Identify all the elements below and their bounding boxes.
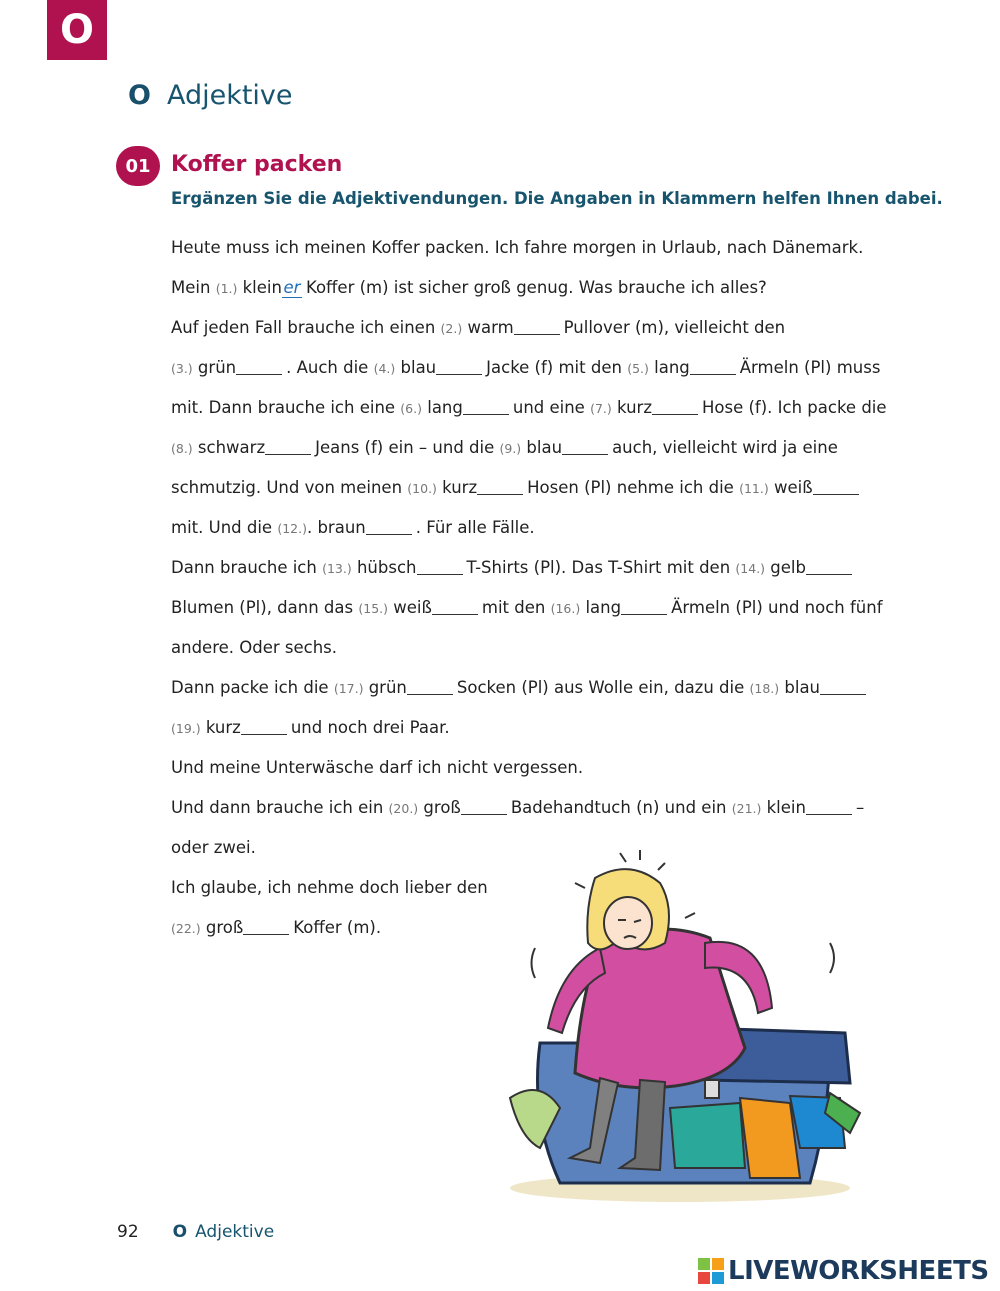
logo-mark-icon [698,1258,724,1284]
clothes-teal [670,1103,745,1168]
blank-13[interactable] [417,558,463,575]
text-fragment: lang [580,598,622,617]
blank-20[interactable] [461,798,507,815]
answer-1-example: er [283,278,301,297]
text-fragment: blau [779,678,821,697]
footer-chapter-title: Adjektive [195,1222,275,1242]
face [604,897,652,949]
blank-9[interactable] [562,438,608,455]
text-fragment: grün [192,358,237,377]
text-fragment: blau [395,358,437,377]
text-line [171,548,881,588]
footer-chapter-letter: O [172,1222,188,1242]
item-number: (18.) [749,681,780,696]
text-fragment: Mein [171,278,216,297]
item-number: (5.) [627,361,649,376]
item-number: (11.) [739,481,769,496]
item-number: (12.) [277,521,307,536]
text-line [171,628,881,668]
text-fragment: groß [418,798,461,817]
text-fragment: mit den [481,598,551,617]
item-number: (21.) [731,801,762,816]
text-fragment: Heute muss ich meinen Koffer packen. Ich fahre morgen in Urlaub, nach Dänemark. [171,238,864,257]
text-fragment: – [855,798,865,817]
text-fragment: oder zwei. [171,838,256,857]
text-line [171,668,881,708]
text-fragment: weiß [768,478,813,497]
text-fragment: auch, vielleicht wird ja eine [612,438,838,457]
text-fragment: weiß [388,598,432,617]
text-fragment: T-Shirts (Pl). Das T-Shirt mit den [466,558,736,577]
chapter-title: Adjektive [166,80,293,111]
text-line [171,588,881,628]
text-fragment: und noch drei Paar. [290,718,450,737]
text-fragment: mit. Dann brauche ich eine [171,398,401,417]
text-fragment: hübsch [351,558,417,577]
text-fragment: lang [648,358,690,377]
text-fragment: warm [462,318,514,337]
item-number: (14.) [735,561,766,576]
text-fragment: Dann brauche ich [171,558,323,577]
exercise-text [171,228,887,948]
text-line [171,428,881,468]
blank-3[interactable] [236,358,282,375]
text-fragment: Badehandtuch (n) und ein [510,798,732,817]
blank-4[interactable] [436,358,482,375]
text-fragment: Jeans (f) ein – und die [315,438,500,457]
item-number: (20.) [388,801,419,816]
chapter-tab: O [47,0,107,60]
text-line [171,708,881,748]
logo-text: LIVEWORKSHEETS [728,1256,989,1286]
text-line [171,508,881,548]
text-fragment: klein [237,278,282,297]
item-number: (15.) [358,601,388,616]
text-line [171,228,881,268]
blank-14[interactable] [806,558,852,575]
text-fragment: groß [200,918,244,937]
blank-6[interactable] [463,398,509,415]
text-fragment: Und dann brauche ich ein [171,798,389,817]
item-number: (1.) [215,281,238,296]
text-line [171,388,887,428]
liveworksheets-logo[interactable] [698,1253,989,1289]
text-line [171,348,881,388]
woman-sitting-on-suitcase-illustration [500,848,880,1208]
text-line [171,748,881,788]
text-fragment: . braun [306,518,366,537]
chapter-letter: O [128,80,151,111]
text-line [171,268,881,308]
text-fragment: Koffer (m) ist sicher groß genug. Was brauche ich alles? [305,278,767,297]
page-footer [117,1222,274,1242]
text-fragment: mit. Und die [171,518,278,537]
suitcase-clasp [705,1080,719,1098]
item-number: (3.) [171,361,193,376]
text-fragment: Dann packe ich die [171,678,334,697]
text-fragment: Hose (f). Ich packe die [701,398,887,417]
blank-15[interactable] [432,598,478,615]
blank-22[interactable] [243,918,289,935]
blank-16[interactable] [621,598,667,615]
text-fragment: lang [421,398,463,417]
text-fragment: Auf jeden Fall brauche ich einen [171,318,441,337]
text-fragment: kurz [200,718,241,737]
text-fragment: Ärmeln (Pl) und noch fünf [671,598,883,617]
text-fragment: . Auch die [286,358,374,377]
item-number: (10.) [407,481,437,496]
text-fragment: Pullover (m), vielleicht den [563,318,786,337]
text-fragment: kurz [611,398,652,417]
exercise-instruction: Ergänzen Sie die Adjektivendungen. Die Angaben in Klammern helfen Ihnen dabei. [171,189,943,208]
item-number: (7.) [590,401,612,416]
text-fragment: und eine [512,398,591,417]
text-fragment: Ich glaube, ich nehme doch lieber den [171,878,488,897]
text-fragment: Ärmeln (Pl) muss [739,358,881,377]
text-fragment: schmutzig. Und von meinen [171,478,408,497]
text-fragment: schwarz [192,438,266,457]
item-number: (4.) [373,361,396,376]
item-number: (13.) [322,561,352,576]
blank-18[interactable] [820,678,866,695]
text-fragment: blau [521,438,563,457]
text-fragment: kurz [436,478,478,497]
item-number: (6.) [400,401,422,416]
item-number: (22.) [171,921,201,936]
text-fragment: . Für alle Fälle. [415,518,535,537]
text-fragment: Hosen (Pl) nehme ich die [527,478,740,497]
blank-7[interactable] [652,398,698,415]
text-fragment: Blumen (Pl), dann das [171,598,359,617]
item-number: (2.) [440,321,463,336]
text-fragment: klein [761,798,806,817]
text-fragment: Koffer (m). [293,918,382,937]
blank-12[interactable] [366,518,412,535]
item-number: (19.) [171,721,201,736]
page-number: 92 [117,1222,139,1242]
text-fragment: Socken (Pl) aus Wolle ein, dazu die [456,678,750,697]
exercise-number-badge: 01 [116,146,160,186]
clothes-orange [740,1098,800,1178]
text-fragment: andere. Oder sechs. [171,638,338,657]
blank-21[interactable] [806,798,852,815]
text-fragment: gelb [765,558,806,577]
blank-2[interactable] [514,318,560,335]
text-fragment: Jacke (f) mit den [486,358,628,377]
blank-5[interactable] [690,358,736,375]
blank-10[interactable] [477,478,523,495]
text-line [171,308,881,348]
item-number: (8.) [171,441,193,456]
blank-11[interactable] [813,478,859,495]
text-line [171,468,881,508]
text-fragment: grün [363,678,407,697]
exercise-title: Koffer packen [171,152,343,177]
text-line [171,788,881,828]
chapter-heading [128,80,293,111]
item-number: (16.) [550,601,581,616]
blank-8[interactable] [265,438,311,455]
blank-19[interactable] [241,718,287,735]
blank-17[interactable] [407,678,453,695]
item-number: (17.) [333,681,364,696]
text-fragment: Und meine Unterwäsche darf ich nicht vergessen. [171,758,584,777]
item-number: (9.) [499,441,522,456]
